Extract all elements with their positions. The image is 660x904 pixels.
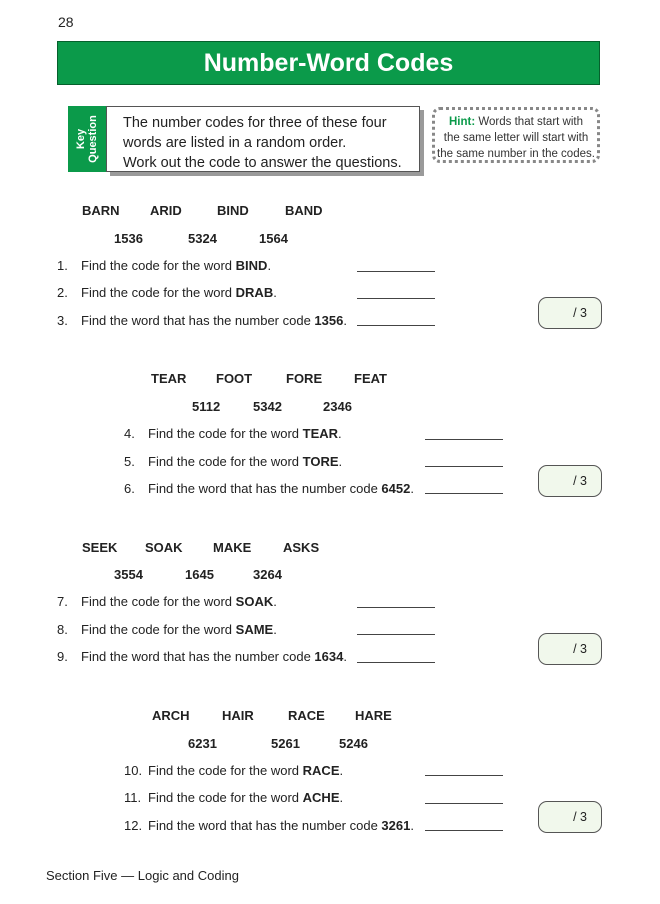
question-end: . bbox=[343, 649, 347, 664]
answer-line-8[interactable] bbox=[357, 634, 435, 635]
set-word: FEAT bbox=[354, 371, 387, 386]
question-keyword: 3261 bbox=[381, 818, 411, 833]
question-number: 5. bbox=[124, 454, 135, 469]
score-box-1: / 3 bbox=[538, 297, 602, 329]
question-end: . bbox=[410, 818, 414, 833]
question-keyword: BIND bbox=[235, 258, 268, 273]
question-end: . bbox=[273, 622, 277, 637]
set-word: FOOT bbox=[216, 371, 253, 386]
set-word: MAKE bbox=[213, 540, 252, 555]
question-4 bbox=[124, 426, 342, 441]
set-code: 3554 bbox=[114, 567, 143, 582]
set-word: BARN bbox=[82, 203, 120, 218]
question-text: Find the code for the word bbox=[148, 426, 303, 441]
question-keyword: 1356 bbox=[314, 313, 344, 328]
hint-line-3: the same number in the codes. bbox=[437, 148, 595, 160]
question-text: Find the code for the word bbox=[81, 594, 236, 609]
set-word: SEEK bbox=[82, 540, 118, 555]
answer-line-12[interactable] bbox=[425, 830, 503, 831]
question-6 bbox=[124, 481, 414, 496]
question-text: Find the code for the word bbox=[81, 622, 236, 637]
set-code: 5246 bbox=[339, 736, 368, 751]
answer-line-3[interactable] bbox=[357, 325, 435, 326]
key-question-tab-label-2: Question bbox=[87, 115, 99, 163]
question-7 bbox=[57, 594, 277, 609]
answer-line-10[interactable] bbox=[425, 775, 503, 776]
page-number: 28 bbox=[58, 14, 74, 30]
set-word: ARID bbox=[150, 203, 182, 218]
question-end: . bbox=[343, 313, 347, 328]
key-question-box bbox=[106, 106, 420, 172]
question-text: Find the word that has the number code bbox=[81, 313, 315, 328]
answer-line-9[interactable] bbox=[357, 662, 435, 663]
set-code: 2346 bbox=[323, 399, 352, 414]
question-end: . bbox=[410, 481, 414, 496]
key-question-line-2: words are listed in a random order. bbox=[123, 135, 347, 151]
question-text: Find the word that has the number code bbox=[148, 818, 382, 833]
footer-section-label: Section Five — Logic and Coding bbox=[46, 868, 239, 883]
question-9 bbox=[57, 649, 347, 664]
set-word: HAIR bbox=[222, 708, 254, 723]
question-number: 11. bbox=[124, 790, 142, 805]
question-end: . bbox=[267, 258, 272, 273]
question-8 bbox=[57, 622, 277, 637]
question-end: . bbox=[338, 454, 343, 469]
set-code: 5112 bbox=[192, 399, 221, 414]
question-keyword: SAME bbox=[235, 622, 274, 637]
answer-line-7[interactable] bbox=[357, 607, 435, 608]
question-text: Find the code for the word bbox=[81, 285, 236, 300]
question-text: Find the code for the word bbox=[148, 790, 303, 805]
page-title: Number-Word Codes bbox=[57, 41, 600, 85]
question-11 bbox=[124, 790, 343, 805]
question-text: Find the code for the word bbox=[81, 258, 236, 273]
set-word: ARCH bbox=[152, 708, 190, 723]
answer-line-11[interactable] bbox=[425, 803, 503, 804]
answer-line-6[interactable] bbox=[425, 493, 503, 494]
question-10 bbox=[124, 763, 343, 778]
question-keyword: ACHE bbox=[302, 790, 340, 805]
set-code: 5261 bbox=[271, 736, 300, 751]
question-number: 7. bbox=[57, 594, 68, 609]
score-box-3: / 3 bbox=[538, 633, 602, 665]
question-keyword: TEAR bbox=[302, 426, 339, 441]
key-question-tab-label-1: Key bbox=[75, 128, 87, 150]
question-text: Find the code for the word bbox=[148, 763, 303, 778]
question-text: Find the word that has the number code bbox=[81, 649, 315, 664]
hint-line-1: Words that start with bbox=[478, 116, 583, 128]
question-keyword: 6452 bbox=[381, 481, 411, 496]
answer-line-4[interactable] bbox=[425, 439, 503, 440]
set-code: 1564 bbox=[259, 231, 288, 246]
question-end: . bbox=[273, 285, 277, 300]
key-question-line-3: Work out the code to answer the questions. bbox=[123, 155, 402, 171]
question-number: 10. bbox=[124, 763, 143, 778]
key-question-tab bbox=[68, 106, 106, 172]
set-code: 1536 bbox=[114, 231, 143, 246]
answer-line-2[interactable] bbox=[357, 298, 435, 299]
question-1 bbox=[57, 258, 271, 273]
question-12 bbox=[124, 818, 414, 833]
set-word: TEAR bbox=[151, 371, 187, 386]
question-number: 1. bbox=[57, 258, 68, 273]
set-code: 6231 bbox=[188, 736, 217, 751]
hint-box bbox=[432, 107, 600, 163]
question-end: . bbox=[339, 763, 344, 778]
question-keyword: 1634 bbox=[314, 649, 344, 664]
set-word: RACE bbox=[288, 708, 325, 723]
hint-line-2: the same letter will start with bbox=[443, 132, 589, 144]
question-number: 9. bbox=[57, 649, 68, 664]
hint-label: Hint: bbox=[449, 116, 476, 128]
set-code: 3264 bbox=[253, 567, 282, 582]
set-code: 5324 bbox=[188, 231, 217, 246]
set-word: SOAK bbox=[145, 540, 183, 555]
question-number: 6. bbox=[124, 481, 135, 496]
question-number: 3. bbox=[57, 313, 68, 328]
question-end: . bbox=[339, 790, 344, 805]
score-box-2: / 3 bbox=[538, 465, 602, 497]
set-word: ASKS bbox=[283, 540, 320, 555]
set-word: FORE bbox=[286, 371, 323, 386]
question-end: . bbox=[338, 426, 342, 441]
key-question-line-1: The number codes for three of these four bbox=[123, 115, 387, 131]
answer-line-1[interactable] bbox=[357, 271, 435, 272]
question-number: 12. bbox=[124, 818, 143, 833]
question-2 bbox=[57, 285, 277, 300]
question-number: 8. bbox=[57, 622, 68, 637]
question-end: . bbox=[273, 594, 277, 609]
question-keyword: RACE bbox=[302, 763, 340, 778]
question-keyword: DRAB bbox=[235, 285, 274, 300]
answer-line-5[interactable] bbox=[425, 466, 503, 467]
question-5 bbox=[124, 454, 342, 469]
question-text: Find the word that has the number code bbox=[148, 481, 382, 496]
set-code: 1645 bbox=[185, 567, 214, 582]
set-code: 5342 bbox=[253, 399, 282, 414]
question-text: Find the code for the word bbox=[148, 454, 303, 469]
question-keyword: SOAK bbox=[235, 594, 274, 609]
score-box-4: / 3 bbox=[538, 801, 602, 833]
set-word: HARE bbox=[355, 708, 392, 723]
set-word: BAND bbox=[285, 203, 323, 218]
set-word: BIND bbox=[217, 203, 249, 218]
question-3 bbox=[57, 313, 347, 328]
question-number: 4. bbox=[124, 426, 135, 441]
question-keyword: TORE bbox=[302, 454, 339, 469]
question-number: 2. bbox=[57, 285, 68, 300]
